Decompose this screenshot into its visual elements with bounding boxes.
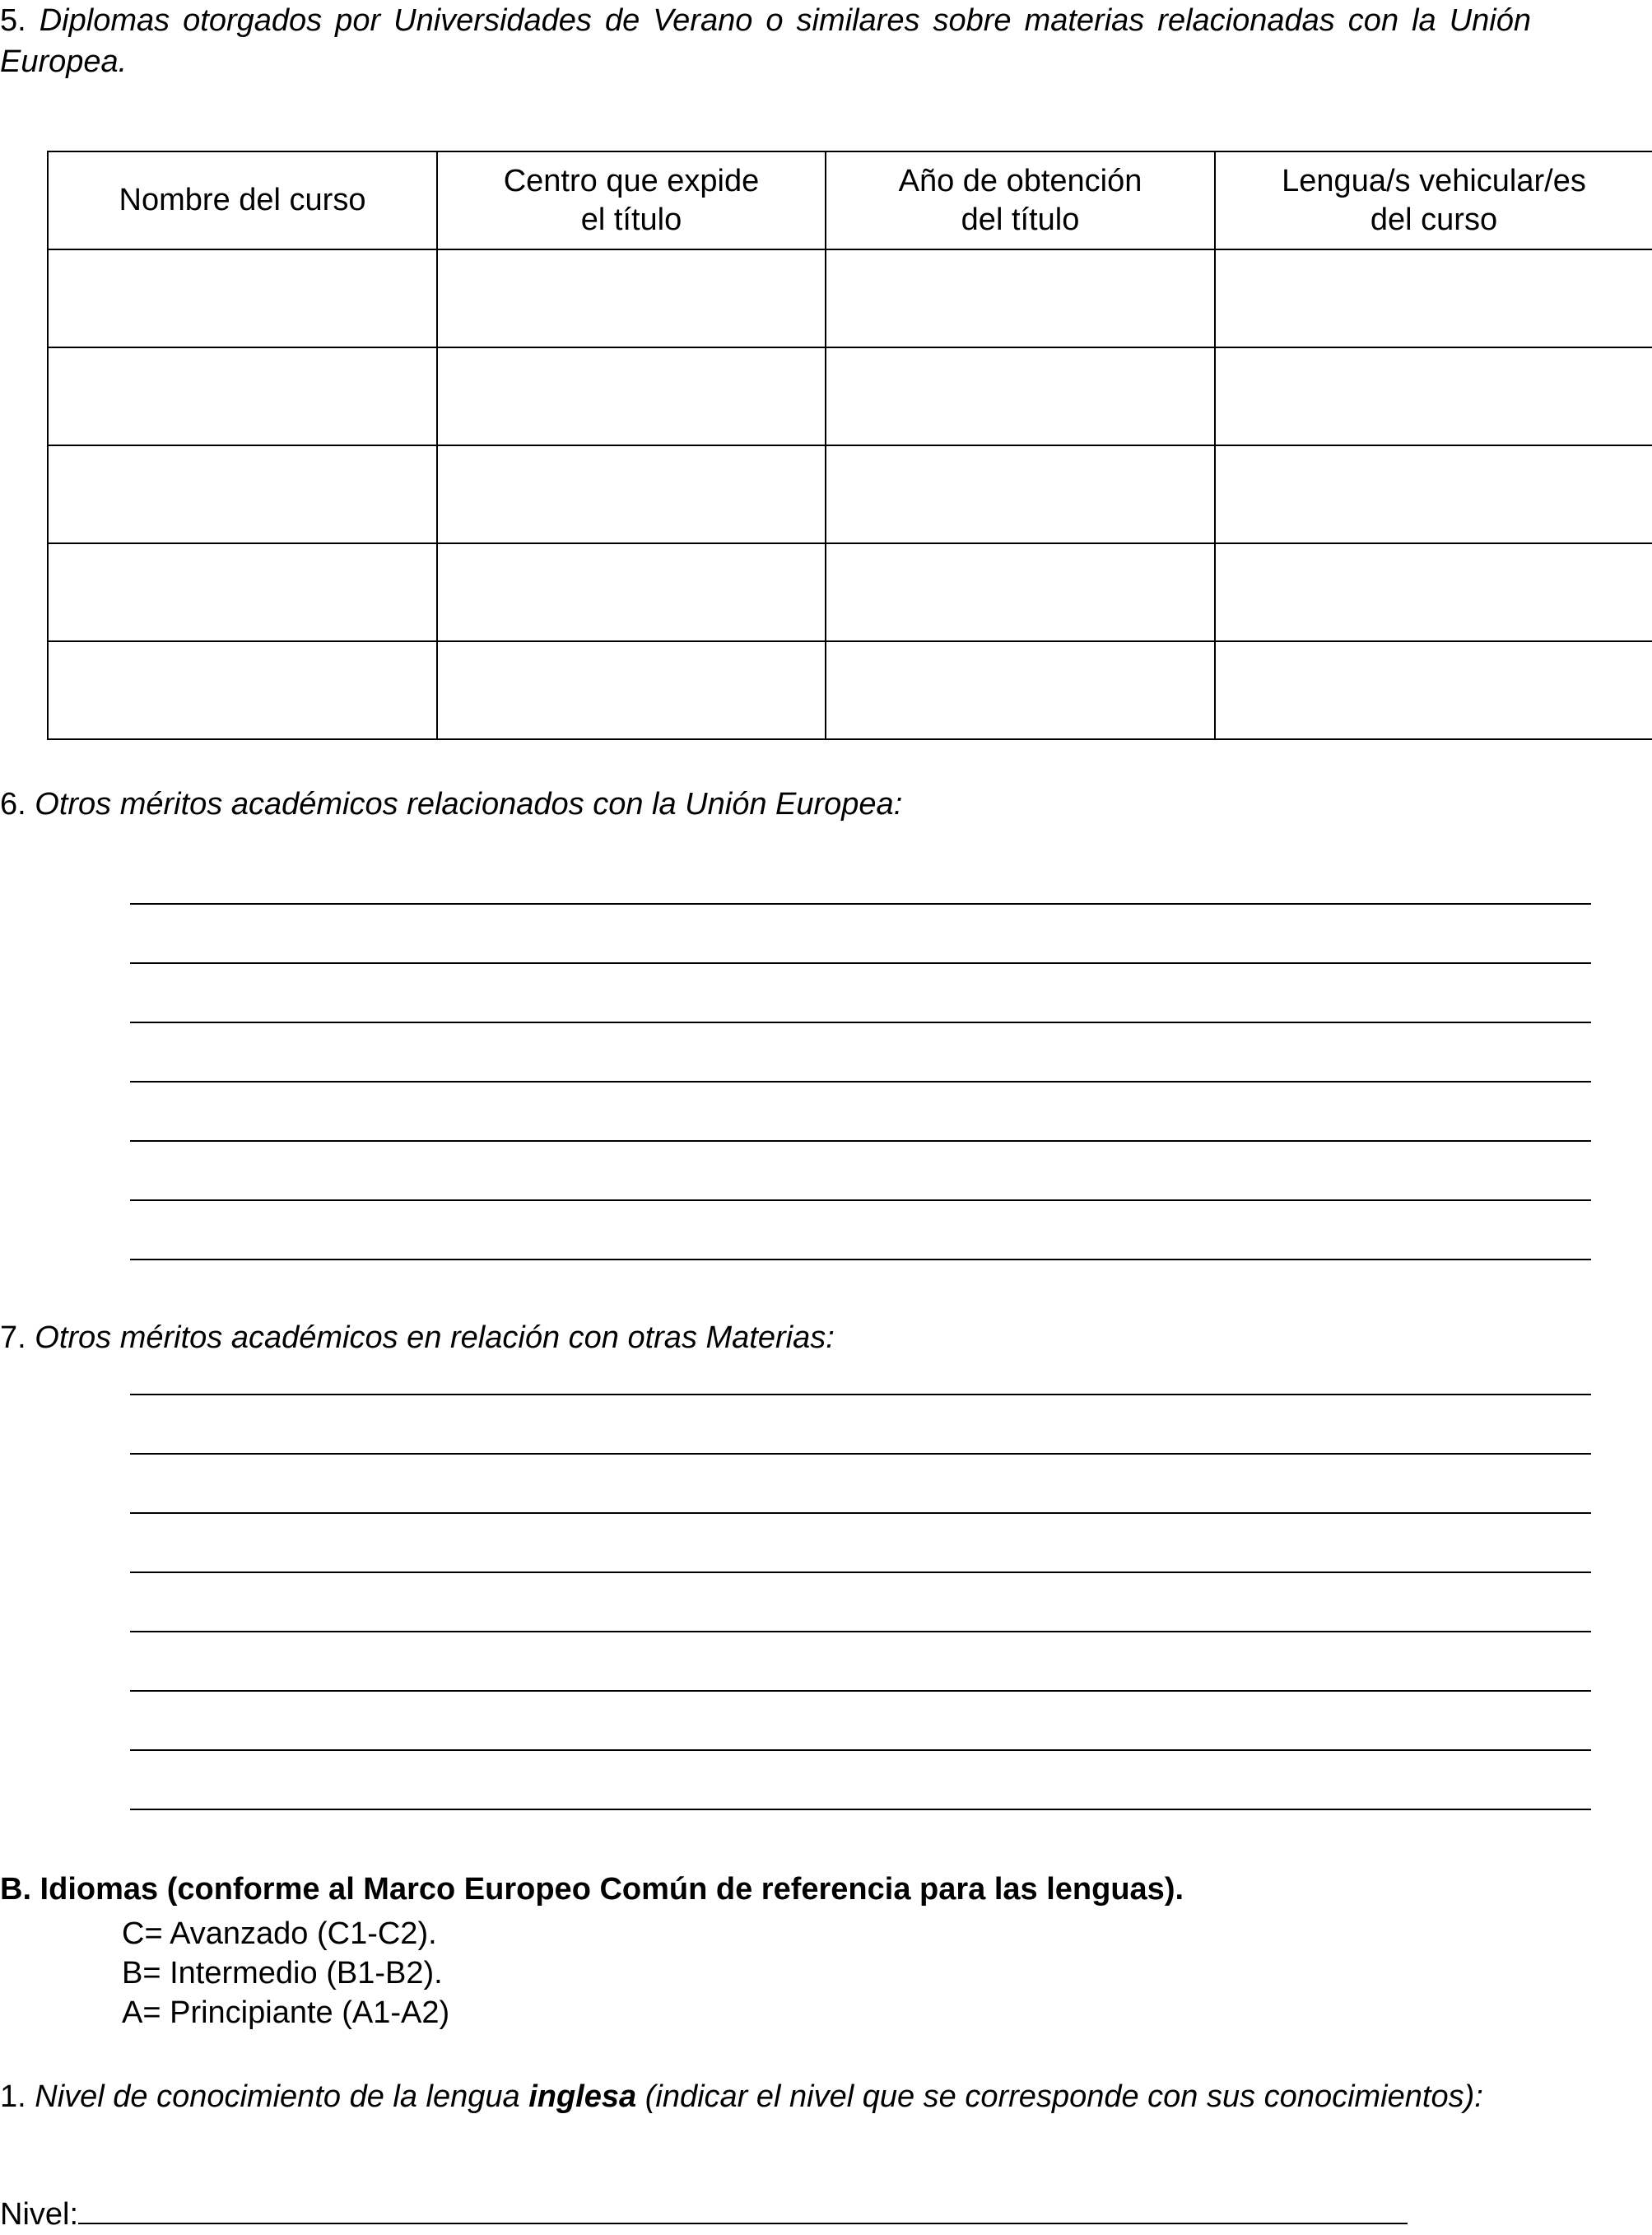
section-7-answer-lines	[130, 1336, 1591, 1810]
section-7-text: Otros méritos académicos en relación con otras Materias:	[35, 1320, 835, 1355]
nivel-input-line[interactable]	[78, 2193, 1408, 2224]
level-b: B= Intermedio (B1-B2).	[122, 1956, 443, 1991]
question-1-text-before: Nivel de conocimiento de la lengua	[35, 2079, 520, 2114]
table-cell[interactable]	[826, 445, 1215, 543]
table-cell[interactable]	[437, 445, 826, 543]
table-cell[interactable]	[437, 347, 826, 445]
level-c: C= Avanzado (C1-C2).	[122, 1916, 437, 1951]
answer-line[interactable]	[130, 1023, 1591, 1083]
question-1	[0, 2076, 1531, 2117]
answer-line[interactable]	[130, 1083, 1591, 1142]
table-cell[interactable]	[826, 347, 1215, 445]
header-ano-obtencion: Año de obtención del título	[826, 151, 1215, 249]
nivel-label: Nivel:	[0, 2197, 79, 2232]
table-row	[48, 249, 1652, 347]
table-cell[interactable]	[48, 641, 437, 739]
header-nombre-curso: Nombre del curso	[48, 151, 437, 249]
section-6-text: Otros méritos académicos relacionados con la Unión Europea:	[35, 787, 903, 822]
answer-line[interactable]	[130, 1201, 1591, 1260]
answer-line[interactable]	[130, 1455, 1591, 1514]
table-header-row	[48, 151, 1652, 249]
answer-line[interactable]	[130, 1573, 1591, 1632]
question-1-emphasis: inglesa	[528, 2079, 637, 2114]
table-cell[interactable]	[48, 347, 437, 445]
question-1-number: 1.	[0, 2079, 26, 2114]
table-cell[interactable]	[826, 543, 1215, 641]
header-centro-expide: Centro que expide el título	[437, 151, 826, 249]
table-row	[48, 445, 1652, 543]
table-cell[interactable]	[1215, 249, 1652, 347]
answer-line[interactable]	[130, 905, 1591, 964]
answer-line[interactable]	[130, 1336, 1591, 1395]
section-b-heading: B. Idiomas (conforme al Marco Europeo Común de referencia para las lenguas).	[0, 1872, 1184, 1907]
table-cell[interactable]	[1215, 445, 1652, 543]
nivel-field	[0, 2193, 1408, 2235]
answer-line[interactable]	[130, 1395, 1591, 1455]
table-row	[48, 543, 1652, 641]
table-row	[48, 347, 1652, 445]
section-6-number: 6.	[0, 787, 26, 822]
answer-line[interactable]	[130, 845, 1591, 905]
header-lengua-vehicular: Lengua/s vehicular/es del curso	[1215, 151, 1652, 249]
answer-line[interactable]	[130, 1692, 1591, 1751]
table-cell[interactable]	[437, 249, 826, 347]
section-5-number: 5.	[0, 3, 26, 38]
answer-line[interactable]	[130, 1514, 1591, 1573]
table-cell[interactable]	[826, 249, 1215, 347]
answer-line[interactable]	[130, 964, 1591, 1023]
section-5-text: Diplomas otorgados por Universidades de Verano o similares sobre materias relacionadas con la Unión Europea.	[0, 3, 1531, 79]
diplomas-table	[47, 151, 1652, 740]
language-levels-list	[122, 1914, 449, 2032]
section-7-number: 7.	[0, 1320, 26, 1355]
table-cell[interactable]	[1215, 641, 1652, 739]
question-1-text-after: (indicar el nivel que se corresponde con sus conocimientos):	[645, 2079, 1483, 2114]
section-5-heading	[0, 0, 1531, 82]
table-cell[interactable]	[48, 445, 437, 543]
level-a: A= Principiante (A1-A2)	[122, 1995, 450, 2030]
table-cell[interactable]	[1215, 347, 1652, 445]
answer-line[interactable]	[130, 1751, 1591, 1810]
table-cell[interactable]	[437, 641, 826, 739]
section-6-answer-lines	[130, 845, 1591, 1260]
answer-line[interactable]	[130, 1632, 1591, 1692]
section-6-heading	[0, 784, 1531, 825]
table-cell[interactable]	[1215, 543, 1652, 641]
table-cell[interactable]	[437, 543, 826, 641]
table-cell[interactable]	[48, 543, 437, 641]
table-cell[interactable]	[826, 641, 1215, 739]
table-row	[48, 641, 1652, 739]
table-cell[interactable]	[48, 249, 437, 347]
answer-line[interactable]	[130, 1142, 1591, 1201]
